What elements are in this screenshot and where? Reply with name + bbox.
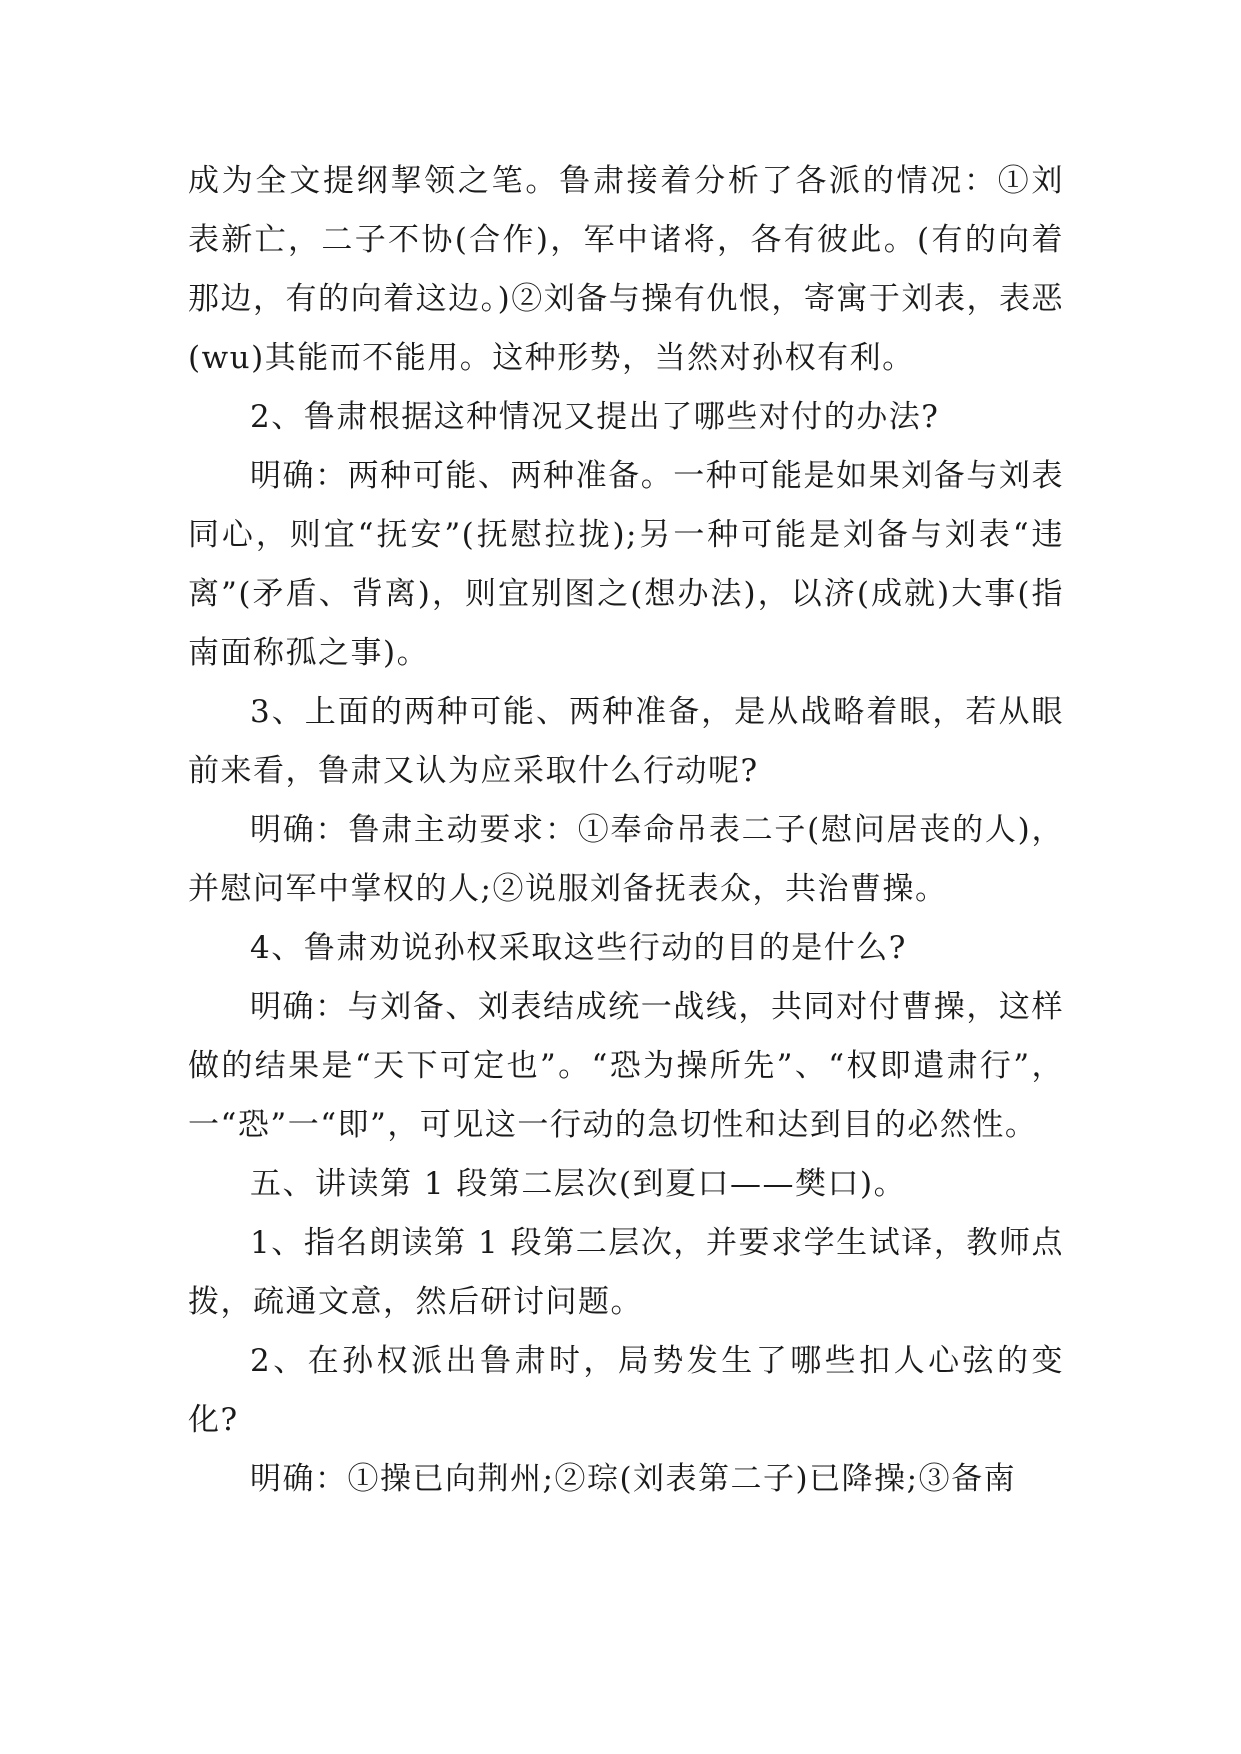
- paragraph: 明确：与刘备、刘表结成统一战线，共同对付曹操，这样做的结果是“天下可定也”。“恐为操所先”、“权即遣肃行”，一“恐”一“即”，可见这一行动的急切性和达到目的必然性。: [188, 989, 1064, 1143]
- paragraph: 2、鲁肃根据这种情况又提出了哪些对付的办法?: [250, 399, 940, 435]
- paragraph: 五、讲读第 1 段第二层次(到夏口——樊口)。: [250, 1166, 907, 1202]
- paragraph: 4、鲁肃劝说孙权采取这些行动的目的是什么?: [250, 930, 907, 966]
- document-body: [188, 152, 1064, 1509]
- paragraph: 成为全文提纲挈领之笔。鲁肃接着分析了各派的情况：①刘表新亡，二子不协(合作)，军中诸将，各有彼此。(有的向着那边，有的向着这边。)②刘备与操有仇恨，寄寓于刘表，表恶(wu)其能而不能用。这种形势，当然对孙权有利。: [188, 163, 1064, 376]
- paragraph: 明确：①操已向荆州;②琮(刘表第二子)已降操;③备南: [250, 1461, 1017, 1497]
- paragraph: 3、上面的两种可能、两种准备，是从战略着眼，若从眼前来看，鲁肃又认为应采取什么行动呢?: [188, 694, 1064, 789]
- paragraph: 2、在孙权派出鲁肃时，局势发生了哪些扣人心弦的变化?: [188, 1343, 1064, 1438]
- paragraph: 明确：两种可能、两种准备。一种可能是如果刘备与刘表同心，则宜“抚安”(抚慰拉拢);另一种可能是刘备与刘表“违离”(矛盾、背离)，则宜别图之(想办法)，以济(成就)大事(指南面称孤之事)。: [188, 458, 1064, 671]
- paragraph: 明确：鲁肃主动要求：①奉命吊表二子(慰问居丧的人)，并慰问军中掌权的人;②说服刘备抚表众，共治曹操。: [188, 812, 1064, 907]
- paragraph: 1、指名朗读第 1 段第二层次，并要求学生试译，教师点拨，疏通文意，然后研讨问题。: [188, 1225, 1064, 1320]
